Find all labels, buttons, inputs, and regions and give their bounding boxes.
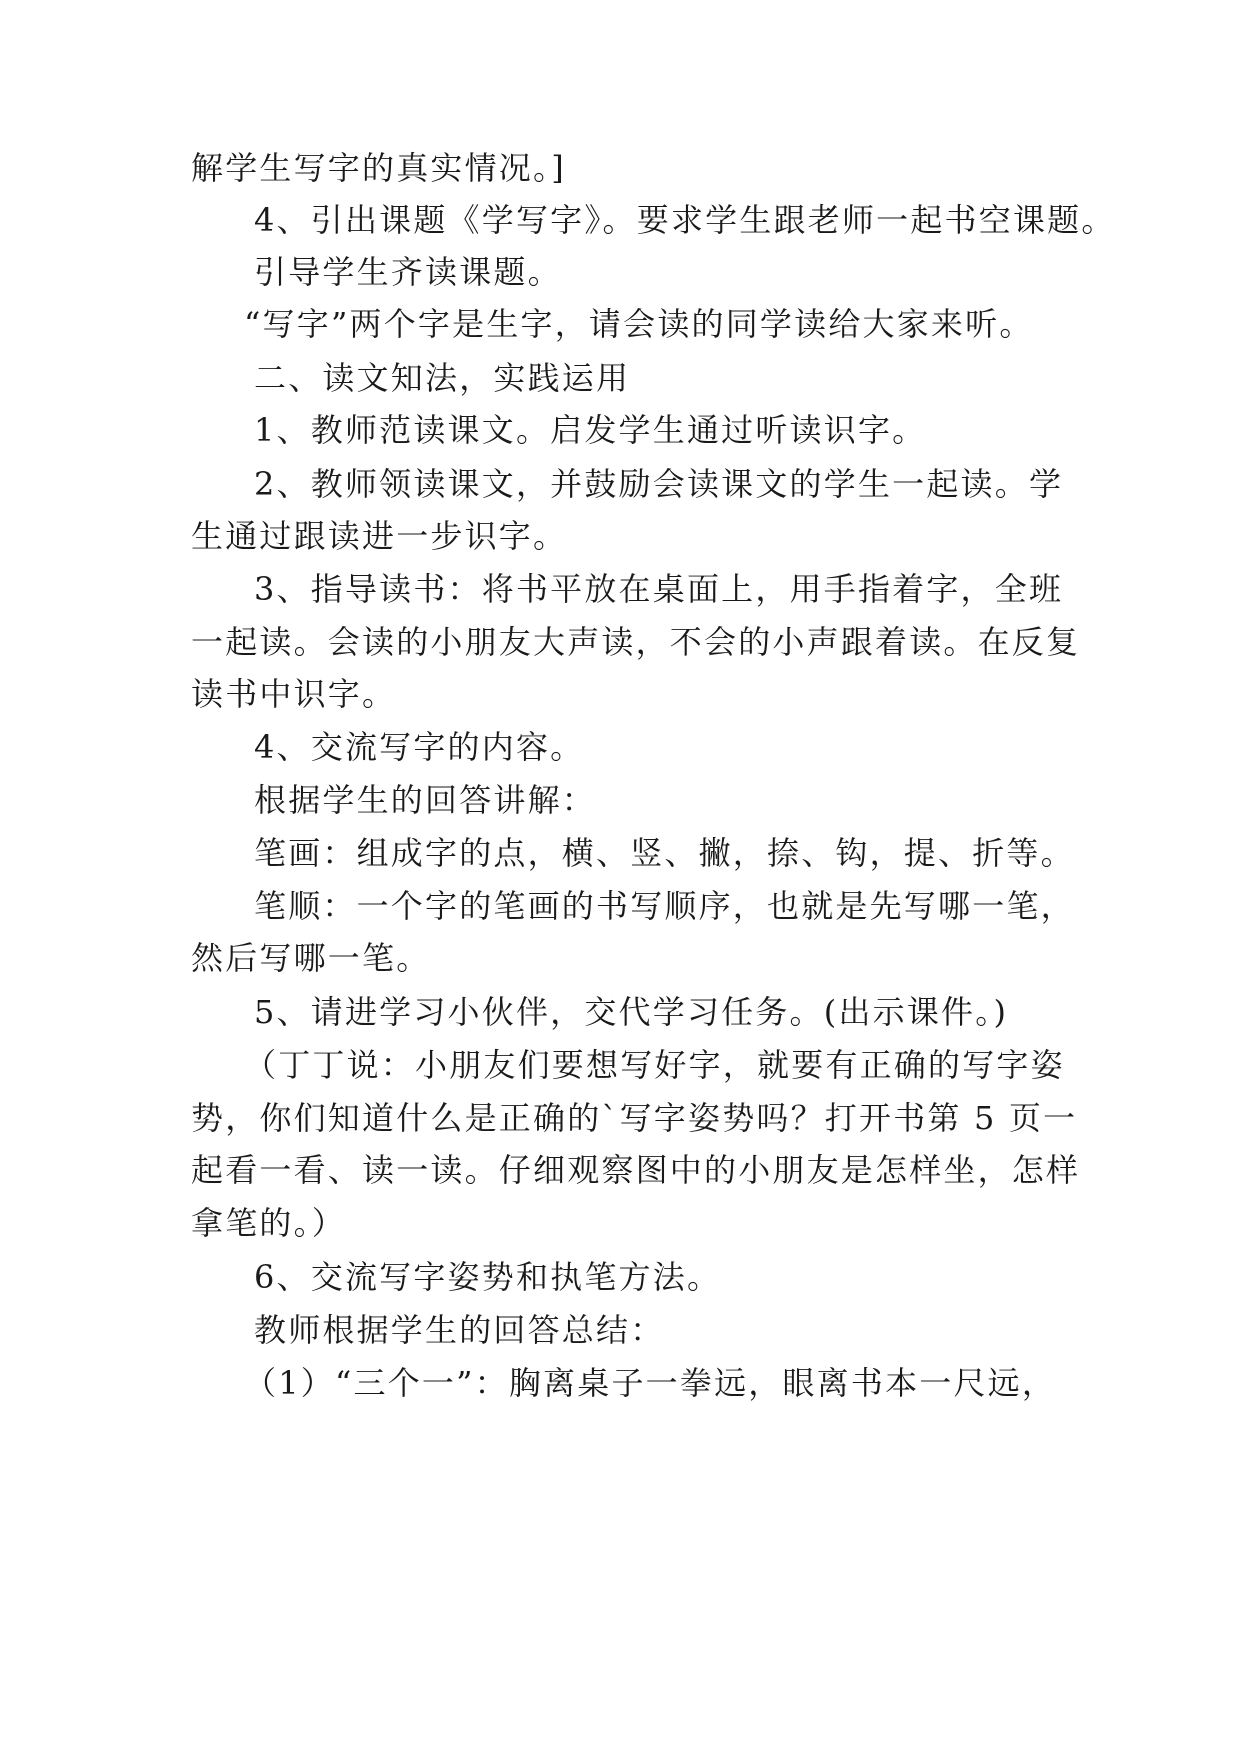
text-line-18: （丁丁说：小朋友们要想写好字，就要有正确的写字姿: [244, 1046, 1065, 1084]
text-line-3: 引导学生齐读课题。: [254, 253, 562, 291]
text-line-6: 1、教师范读课文。启发学生通过听读识字。: [254, 411, 927, 449]
text-line-15: 笔顺：一个字的笔画的书写顺序，也就是先写哪一笔，: [254, 887, 1075, 925]
text-line-11: 读书中识字。: [191, 675, 397, 713]
section-heading: 二、读文知法，实践运用: [254, 359, 631, 397]
text-line-13: 根据学生的回答讲解：: [254, 781, 597, 819]
text-line-14: 笔画：组成字的点，横、竖、撇，捺、钩，提、折等。: [254, 834, 1075, 872]
text-line-9: 3、指导读书：将书平放在桌面上，用手指着字，全班: [254, 570, 1064, 608]
text-line-4: “写字”两个字是生字，请会读的同学读给大家来听。: [244, 305, 1034, 343]
text-line-17: 5、请进学习小伙伴，交代学习任务。(出示课件。): [254, 993, 1009, 1031]
text-line-24: （1）“三个一”：胸离桌子一拳远，眼离书本一尺远，: [244, 1364, 1057, 1402]
text-line-23: 教师根据学生的回答总结：: [254, 1311, 665, 1349]
text-line-1: 解学生写字的真实情况。]: [191, 149, 566, 187]
text-line-21: 拿笔的。）: [191, 1204, 347, 1242]
text-line-7: 2、教师领读课文，并鼓励会读课文的学生一起读。学: [254, 465, 1064, 503]
text-line-16: 然后写哪一笔。: [191, 939, 431, 977]
text-line-19: 势，你们知道什么是正确的`写字姿势吗？打开书第 5 页一: [191, 1099, 1078, 1137]
text-line-10: 一起读。会读的小朋友大声读，不会的小声跟着读。在反复: [191, 623, 1081, 661]
text-line-8: 生通过跟读进一步识字。: [191, 517, 568, 555]
text-line-12: 4、交流写字的内容。: [254, 728, 585, 766]
text-line-22: 6、交流写字姿势和执笔方法。: [254, 1258, 722, 1296]
text-line-2: 4、引出课题《学写字》。要求学生跟老师一起书空课题。: [254, 201, 1116, 239]
text-line-20: 起看一看、读一读。仔细观察图中的小朋友是怎样坐，怎样: [191, 1151, 1081, 1189]
